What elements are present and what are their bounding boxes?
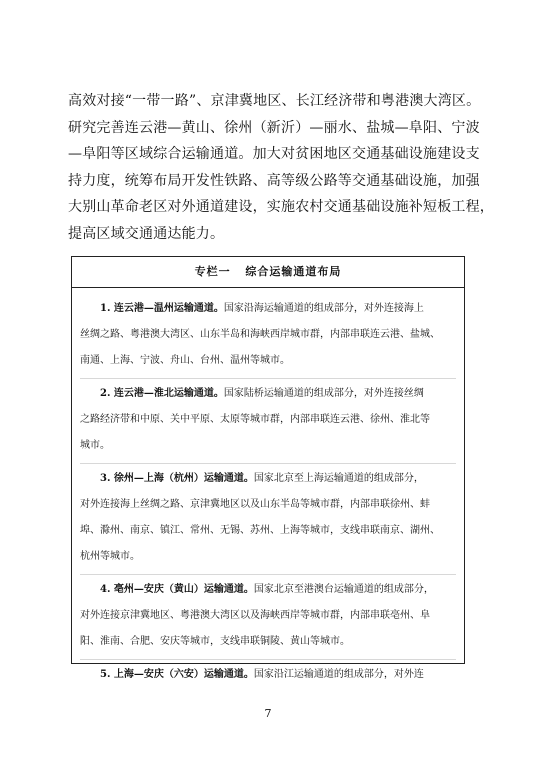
entry-text: 杭州等城市。 bbox=[80, 551, 140, 562]
entry-text: 丝绸之路、粤港澳大湾区、山东半岛和海峡西岸城市群，内部串联连云港、盐城、 bbox=[80, 329, 440, 340]
box-heading: 综合运输通道布局 bbox=[245, 265, 342, 278]
sidebar-box bbox=[71, 256, 465, 680]
box-entry bbox=[80, 464, 456, 575]
body-line: 提高区域交通通达能力。 bbox=[68, 225, 225, 242]
entry-text: 国家北京至上海运输通道的组成部分， bbox=[253, 473, 424, 484]
entry-text: 国家沿江运输通道的组成部分，对外连 bbox=[253, 669, 424, 680]
entry-text: 对外连接海上丝绸之路、京津冀地区以及山东半岛等城市群，内部串联徐州、蚌 bbox=[80, 499, 430, 510]
box-entry bbox=[80, 379, 456, 464]
entry-text: 对外连接京津冀地区、粤港澳大湾区以及海峡西岸等城市群，内部串联亳州、阜 bbox=[80, 610, 430, 621]
body-line: 持力度，统筹布局开发性铁路、高等级公路等交通基础设施，加强 bbox=[68, 172, 480, 189]
box-entry bbox=[80, 660, 456, 692]
entry-text: 国家陆桥运输通道的组成部分，对外连接丝绸 bbox=[223, 388, 424, 399]
entry-text: 南通、上海、宁波、舟山、台州、温州等城市。 bbox=[80, 355, 290, 366]
page-number: 7 bbox=[264, 707, 272, 720]
body-paragraph bbox=[68, 88, 494, 248]
entry-text: 阳、淮南、合肥、安庆等城市，支线串联铜陵、黄山等城市。 bbox=[80, 636, 350, 647]
body-line: —阜阳等区域综合运输通道。加大对贫困地区交通基础设施建设支 bbox=[68, 146, 480, 163]
body-line: 研究完善连云港—黄山、徐州（新沂）—丽水、盐城—阜阳、宁波 bbox=[68, 119, 480, 136]
entry-title: 5. 上海—安庆（六安）运输通道。 bbox=[100, 669, 254, 680]
entry-title: 1. 连云港—温州运输通道。 bbox=[100, 303, 224, 314]
box-entries bbox=[72, 288, 464, 692]
entry-text: 城市。 bbox=[80, 440, 110, 451]
box-entry bbox=[80, 575, 456, 660]
box-label: 专栏一 bbox=[194, 265, 231, 278]
entry-text: 之路经济带和中原、关中平原、太原等城市群，内部串联连云港、徐州、淮北等 bbox=[80, 414, 430, 425]
entry-text: 埠、滁州、南京、镇江、常州、无锡、苏州、上海等城市，支线串联南京、湖州、 bbox=[80, 525, 440, 536]
entry-text: 国家北京至港澳台运输通道的组成部分， bbox=[253, 584, 434, 595]
body-line: 大别山革命老区对外通道建设，实施农村交通基础设施补短板工程， bbox=[68, 199, 494, 216]
body-line: 高效对接“一带一路”、京津冀地区、长江经济带和粤港澳大湾区。 bbox=[68, 93, 481, 109]
entry-title: 2. 连云港—淮北运输通道。 bbox=[100, 388, 224, 399]
entry-title: 4. 亳州—安庆（黄山）运输通道。 bbox=[100, 584, 254, 595]
box-entry bbox=[80, 294, 456, 379]
entry-text: 国家沿海运输通道的组成部分，对外连接海上 bbox=[223, 303, 424, 314]
box-title bbox=[72, 257, 464, 288]
entry-title: 3. 徐州—上海（杭州）运输通道。 bbox=[100, 473, 254, 484]
